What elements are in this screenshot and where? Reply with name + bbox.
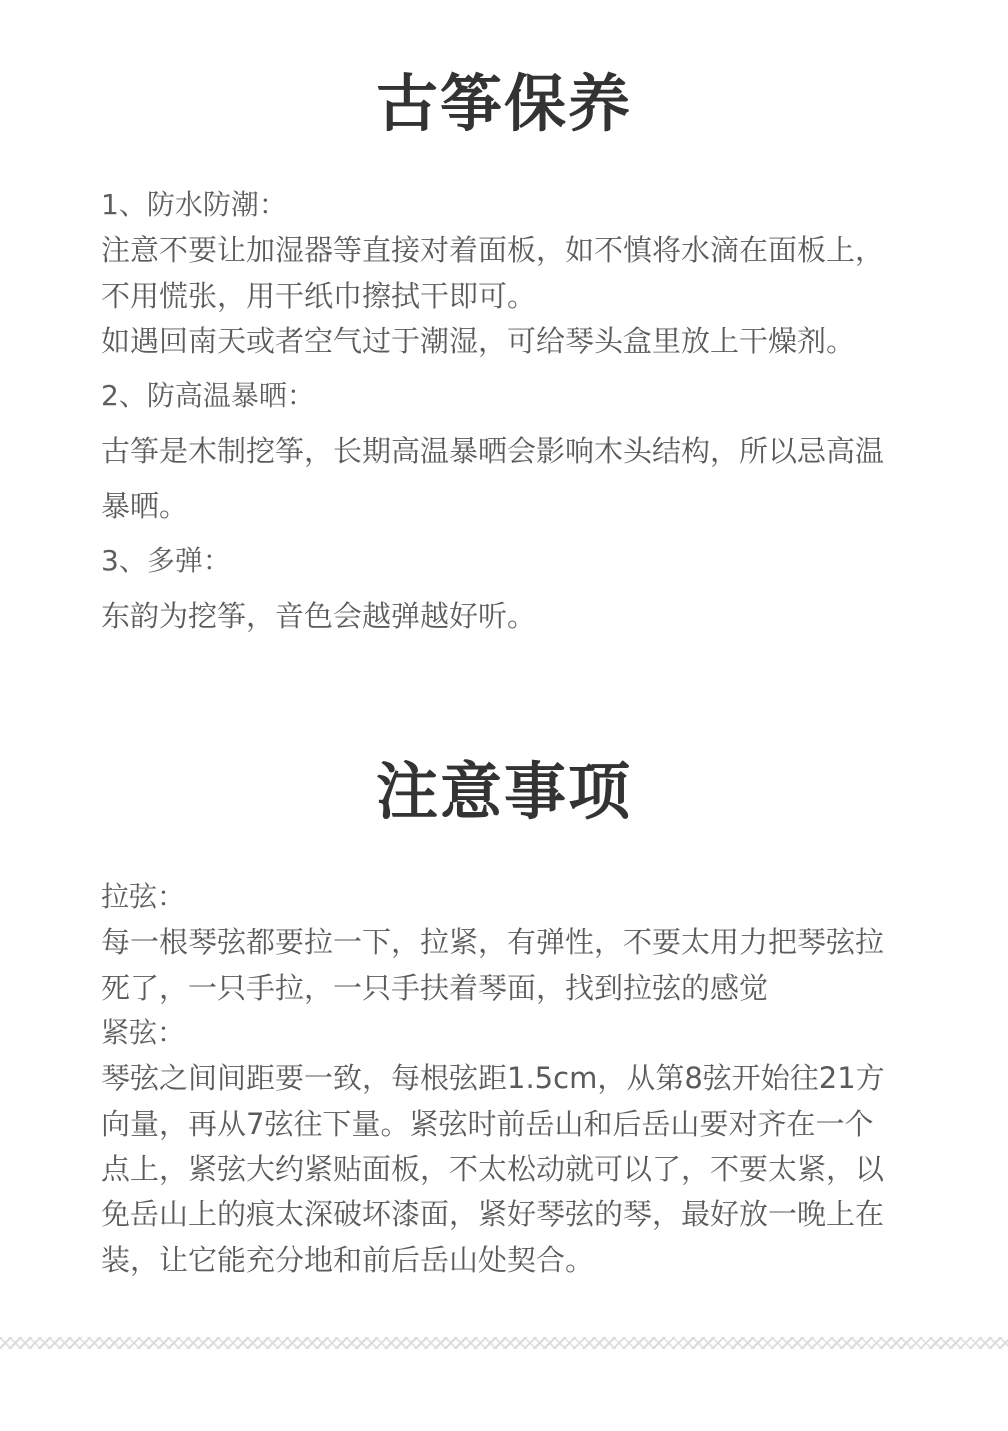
care-item3-line: 东韵为挖筝，音色会越弹越好听。 — [101, 599, 537, 633]
notes-tighten-line: 点上，紧弦大约紧贴面板，不太松动就可以了，不要太紧，以 — [101, 1152, 885, 1186]
care-item1-heading: 1、防水防潮： — [101, 188, 287, 221]
care-item1-line: 不用慌张，用干纸巾擦拭干即可。 — [101, 279, 537, 313]
notes-section-title: 注意事项 — [375, 755, 632, 828]
notes-tighten-line: 琴弦之间间距要一致，每根弦距1.5cm，从第8弦开始往21方 — [101, 1061, 885, 1095]
care-item1-line: 注意不要让加湿器等直接对着面板，如不慎将水滴在面板上， — [101, 233, 885, 267]
notes-pull-heading: 拉弦： — [101, 880, 186, 913]
care-item2-heading: 2、防高温暴晒： — [101, 379, 315, 412]
care-item1-line: 如遇回南天或者空气过于潮湿，可给琴头盒里放上干燥剂。 — [101, 324, 856, 358]
care-item3-heading: 3、多弹： — [101, 544, 231, 577]
notes-pull-line: 死了，一只手拉，一只手扶着琴面，找到拉弦的感觉 — [101, 971, 769, 1005]
care-item2-line: 暴晒。 — [101, 489, 189, 523]
notes-tighten-line: 免岳山上的痕太深破坏漆面，紧好琴弦的琴，最好放一晚上在 — [101, 1197, 885, 1231]
notes-tighten-heading: 紧弦： — [101, 1016, 186, 1049]
notes-tighten-line: 向量，再从7弦往下量。紧弦时前岳山和后岳山要对齐在一个 — [101, 1107, 874, 1141]
rope-divider — [0, 1337, 1008, 1349]
care-section-title: 古筝保养 — [375, 67, 632, 140]
notes-pull-line: 每一根琴弦都要拉一下，拉紧，有弹性，不要太用力把琴弦拉 — [101, 925, 885, 959]
notes-tighten-line: 装，让它能充分地和前后岳山处契合。 — [101, 1243, 595, 1277]
care-item2-line: 古筝是木制挖筝，长期高温暴晒会影响木头结构，所以忌高温 — [101, 434, 885, 468]
